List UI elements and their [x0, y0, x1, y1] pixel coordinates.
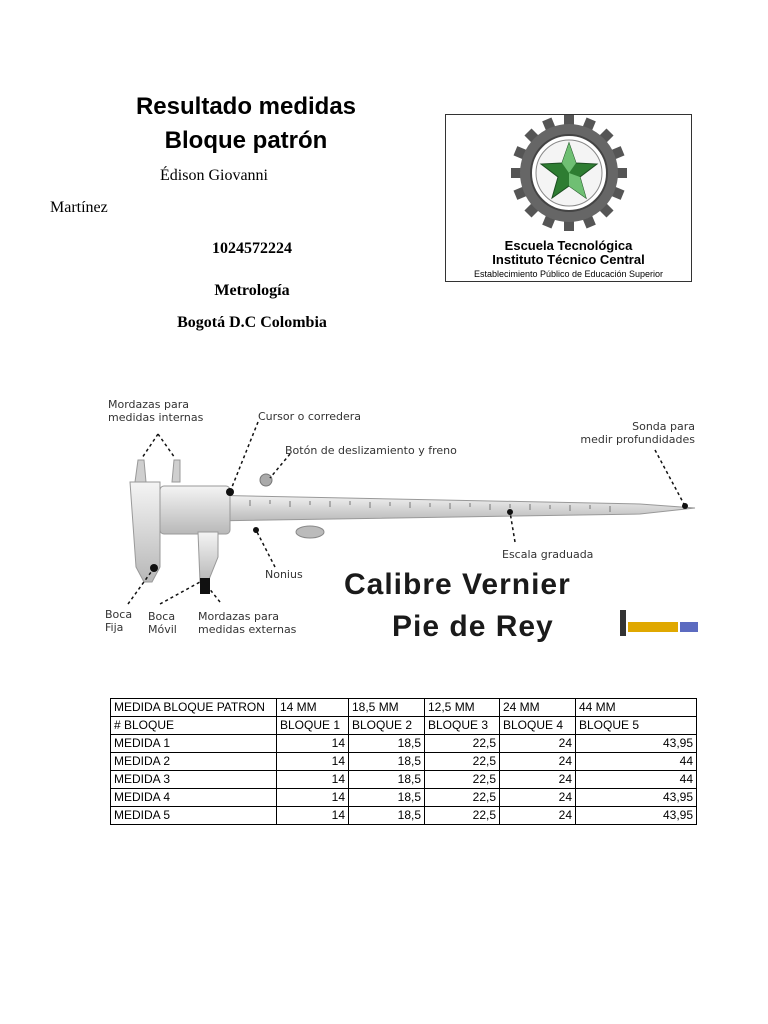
author-last-name: Martínez — [50, 199, 108, 216]
table-header-cell: 18,5 MM — [349, 699, 425, 717]
table-row-label: MEDIDA 3 — [111, 771, 277, 789]
table-block-cell: BLOQUE 1 — [277, 717, 349, 735]
table-value-cell: 22,5 — [425, 789, 500, 807]
title-line-1: Resultado medidas — [135, 93, 357, 120]
institution-name-line-1: Escuela Tecnológica — [504, 238, 633, 253]
table-value-cell: 18,5 — [349, 807, 425, 825]
institution-seal-icon — [446, 115, 693, 237]
table-value-cell: 44 — [576, 771, 697, 789]
table-value-cell: 44 — [576, 753, 697, 771]
callout-vernier: Nonius — [265, 568, 303, 581]
institution-name-line-2: Instituto Técnico Central — [492, 252, 645, 267]
table-row — [111, 735, 697, 753]
table-value-cell: 14 — [277, 771, 349, 789]
table-header-cell: 44 MM — [576, 699, 697, 717]
table-value-cell: 43,95 — [576, 807, 697, 825]
table-row-label: MEDIDA 1 — [111, 735, 277, 753]
table-value-cell: 14 — [277, 753, 349, 771]
table-value-cell: 22,5 — [425, 735, 500, 753]
table-value-cell: 43,95 — [576, 789, 697, 807]
table-value-cell: 18,5 — [349, 789, 425, 807]
table-row-label: MEDIDA 4 — [111, 789, 277, 807]
figure-title-line-2: Pie de Rey — [392, 610, 554, 643]
table-header-cell: 24 MM — [500, 699, 576, 717]
table-value-cell: 14 — [277, 735, 349, 753]
table-row — [111, 771, 697, 789]
table-header-cell: 14 MM — [277, 699, 349, 717]
table-value-cell: 24 — [500, 789, 576, 807]
callout-movable-jaw: Boca Móvil — [148, 610, 177, 636]
institution-subtitle: Establecimiento Público de Educación Superior — [473, 269, 664, 279]
callout-depth-probe: Sonda para medir profundidades — [580, 420, 695, 446]
table-value-cell: 18,5 — [349, 771, 425, 789]
table-value-cell: 18,5 — [349, 753, 425, 771]
table-row-label: MEDIDA 5 — [111, 807, 277, 825]
table-block-cell: BLOQUE 2 — [349, 717, 425, 735]
table-value-cell: 24 — [500, 735, 576, 753]
id-number: 1024572224 — [212, 240, 292, 257]
author-first-name: Édison Giovanni — [160, 167, 268, 184]
table-block-cell: BLOQUE 4 — [500, 717, 576, 735]
table-block-cell: BLOQUE 5 — [576, 717, 697, 735]
table-value-cell: 14 — [277, 789, 349, 807]
table-header-row — [111, 699, 697, 717]
table-block-row — [111, 717, 697, 735]
table-row — [111, 789, 697, 807]
table-block-cell: BLOQUE 3 — [425, 717, 500, 735]
table-header-cell: 12,5 MM — [425, 699, 500, 717]
table-value-cell: 14 — [277, 807, 349, 825]
table-value-cell: 43,95 — [576, 735, 697, 753]
table-header-cell: MEDIDA BLOQUE PATRON — [111, 699, 277, 717]
callout-fixed-jaw: Boca Fija — [105, 608, 133, 634]
callout-slider: Cursor o corredera — [258, 410, 362, 423]
callout-internal-jaws: Mordazas para medidas internas — [108, 398, 204, 424]
table-value-cell: 22,5 — [425, 771, 500, 789]
city-country: Bogotá D.C Colombia — [177, 314, 327, 331]
table-row — [111, 753, 697, 771]
institution-logo-box — [445, 114, 692, 282]
table-row-label: MEDIDA 2 — [111, 753, 277, 771]
table-value-cell: 22,5 — [425, 807, 500, 825]
course-name: Metrología — [214, 282, 290, 299]
table-value-cell: 24 — [500, 753, 576, 771]
vernier-caliper-figure — [100, 382, 700, 654]
callout-lock-button: Botón de deslizamiento y freno — [285, 444, 457, 457]
table-value-cell: 24 — [500, 771, 576, 789]
table-value-cell: 24 — [500, 807, 576, 825]
table-row — [111, 807, 697, 825]
measurement-table — [110, 698, 697, 825]
callout-main-scale: Escala graduada — [502, 548, 594, 561]
table-value-cell: 22,5 — [425, 753, 500, 771]
callout-external-jaws: Mordazas para medidas externas — [198, 610, 297, 636]
table-block-cell: # BLOQUE — [111, 717, 277, 735]
table-value-cell: 18,5 — [349, 735, 425, 753]
figure-title-line-1: Calibre Vernier — [344, 568, 571, 601]
title-line-2: Bloque patrón — [164, 127, 328, 154]
